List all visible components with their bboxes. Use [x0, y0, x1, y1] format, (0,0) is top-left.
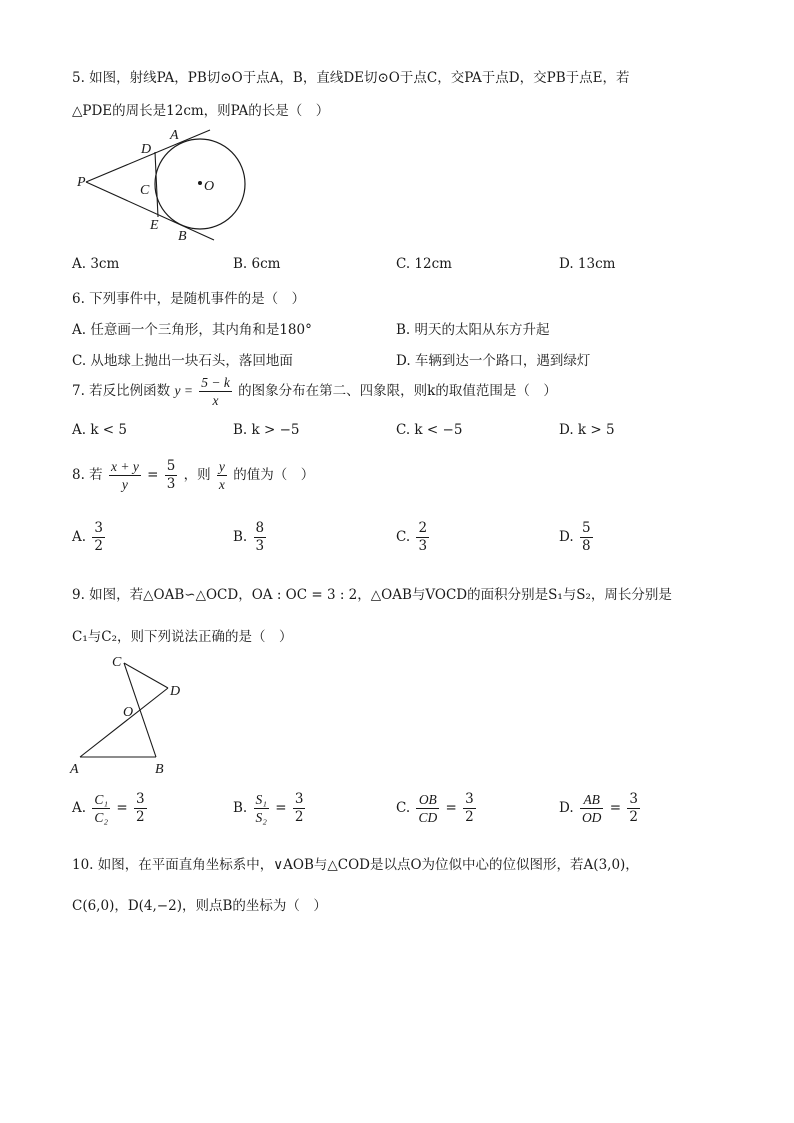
den: 3	[255, 538, 265, 554]
q8-option-c	[396, 520, 431, 555]
num: 5	[581, 520, 591, 536]
q5-stem-line1: 5. 如图，射线PA，PB切⊙O于点A，B，直线DE切⊙O于点C，交PA于点D，交PB于点E，若	[72, 70, 630, 86]
q8-eq: =	[147, 467, 159, 483]
q8-fraction-target	[217, 458, 227, 493]
q8-fraction-rhs	[165, 458, 178, 493]
label-a: A	[70, 762, 79, 777]
q7-option-a: A. k < 5	[72, 422, 127, 438]
q8-option-b	[233, 520, 268, 555]
seg-cd	[124, 663, 168, 688]
num: 3	[465, 791, 474, 807]
q8-option-d	[559, 520, 595, 555]
num: AB	[580, 791, 604, 809]
q9-option-c	[396, 791, 478, 826]
q8-lhs-num: x + y	[110, 459, 139, 474]
q8-option-d-fraction	[580, 520, 593, 555]
q9-option-d-label: D.	[559, 800, 574, 816]
q7-fraction	[199, 374, 232, 409]
seg-ad	[80, 688, 168, 757]
label-c: C	[112, 655, 122, 670]
num: 3	[135, 791, 145, 807]
q6-option-b: B. 明天的太阳从东方升起	[396, 322, 550, 338]
q8-target-num: y	[218, 459, 225, 474]
q8-lhs-den: y	[121, 477, 128, 492]
num: 3	[629, 791, 638, 807]
den: 3	[418, 538, 428, 554]
label-c: C	[140, 183, 150, 198]
q8-option-b-label: B.	[233, 529, 248, 545]
q8-option-a	[72, 520, 107, 555]
q9-option-a	[72, 791, 149, 826]
q7-fraction-den: x	[212, 393, 219, 408]
label-o: O	[123, 705, 134, 720]
equals: =	[275, 800, 287, 816]
q8-suffix: 的值为（ ）	[233, 467, 315, 483]
label-b: B	[155, 762, 164, 777]
rhs-fraction	[293, 791, 306, 826]
q7-y-eq: y =	[174, 383, 193, 398]
q8-prefix: 8. 若	[72, 467, 103, 483]
q7-fraction-num: 5 − k	[201, 375, 230, 390]
num: S₁	[255, 792, 267, 807]
lhs-fraction	[416, 791, 439, 826]
q6-option-d: D. 车辆到达一个路口，遇到绿灯	[396, 353, 591, 369]
q8-option-c-fraction	[416, 520, 429, 555]
label-d: D	[141, 142, 152, 157]
den: S₂	[255, 810, 267, 825]
label-a: A	[170, 128, 179, 143]
q9-option-d	[559, 791, 642, 826]
den: 2	[465, 809, 474, 825]
q5-option-c: C. 12cm	[396, 256, 452, 272]
num: OB	[416, 791, 439, 809]
q7-option-b: B. k > −5	[233, 422, 300, 438]
den: 2	[629, 809, 638, 825]
q8-rhs-num: 5	[166, 458, 176, 474]
q9-option-b-label: B.	[233, 800, 248, 816]
equals: =	[609, 800, 622, 816]
q8-mid: ，则	[183, 467, 211, 483]
q5-option-a: A. 3cm	[72, 256, 120, 272]
q7-stem	[72, 374, 557, 409]
q6-stem: 6. 下列事件中，是随机事件的是（ ）	[72, 291, 306, 307]
q10-stem-line2: C(6,0)，D(4,−2)，则点B的坐标为（ ）	[72, 898, 327, 914]
num: 3	[94, 520, 103, 536]
rhs-fraction	[463, 791, 476, 826]
q9-similar-triangles-figure	[68, 650, 198, 778]
q8-option-a-fraction	[92, 520, 105, 555]
q8-rhs-den: 3	[166, 476, 176, 492]
den: 2	[294, 809, 304, 825]
den: C₂	[94, 810, 109, 825]
lhs-fraction	[580, 791, 604, 826]
center-dot	[198, 181, 202, 185]
num: 8	[255, 520, 265, 536]
den: 2	[94, 538, 103, 554]
q9-option-a-label: A.	[72, 800, 87, 816]
num: 2	[418, 520, 428, 536]
q9-stem-line2: C₁与C₂，则下列说法正确的是（ ）	[72, 629, 293, 645]
q8-option-c-label: C.	[396, 529, 411, 545]
label-d: D	[170, 684, 181, 699]
num: C₁	[94, 792, 109, 807]
den: OD	[581, 810, 602, 825]
q6-option-c: C. 从地球上抛出一块石头，落回地面	[72, 353, 293, 369]
equals: =	[116, 800, 128, 816]
q7-option-d: D. k > 5	[559, 422, 615, 438]
rhs-fraction	[134, 791, 147, 826]
q5-option-d: D. 13cm	[559, 256, 616, 272]
q7-option-c: C. k < −5	[396, 422, 463, 438]
q8-target-den: x	[218, 477, 225, 492]
den: 2	[135, 809, 145, 825]
q7-suffix: 的图象分布在第二、四象限，则k的取值范围是（ ）	[238, 383, 557, 399]
q8-option-a-label: A.	[72, 529, 87, 545]
label-e: E	[150, 218, 159, 233]
lhs-fraction	[92, 791, 110, 826]
q8-fraction-lhs	[109, 458, 141, 493]
equals: =	[445, 800, 457, 816]
q8-option-b-fraction	[254, 520, 267, 555]
num: 3	[294, 791, 304, 807]
q5-stem-line2: △PDE的周长是12cm，则PA的长是（ ）	[72, 103, 330, 119]
q6-option-a: A. 任意画一个三角形，其内角和是180°	[72, 322, 312, 338]
q5-option-b: B. 6cm	[233, 256, 281, 272]
q10-stem-line1: 10. 如图，在平面直角坐标系中，∨AOB与△COD是以点O为位似中心的位似图形，若A(3,0)，	[72, 857, 639, 873]
rhs-fraction	[627, 791, 640, 826]
label-b: B	[178, 229, 187, 244]
q8-stem	[72, 458, 314, 493]
den: CD	[418, 810, 438, 825]
label-o: O	[204, 179, 215, 194]
q8-option-d-label: D.	[559, 529, 574, 545]
q9-option-b	[233, 791, 307, 826]
q9-stem-line1: 9. 如图，若△OAB∽△OCD，OA : OC = 3 : 2，△OAB与VOCD的面积分别是S₁与S₂，周长分别是	[72, 587, 672, 603]
den: 8	[581, 538, 591, 554]
q5-circle-tangent-figure	[72, 122, 262, 247]
label-p: P	[77, 175, 86, 190]
lhs-fraction	[254, 791, 269, 826]
q9-option-c-label: C.	[396, 800, 411, 816]
q7-prefix: 7. 若反比例函数	[72, 383, 171, 399]
